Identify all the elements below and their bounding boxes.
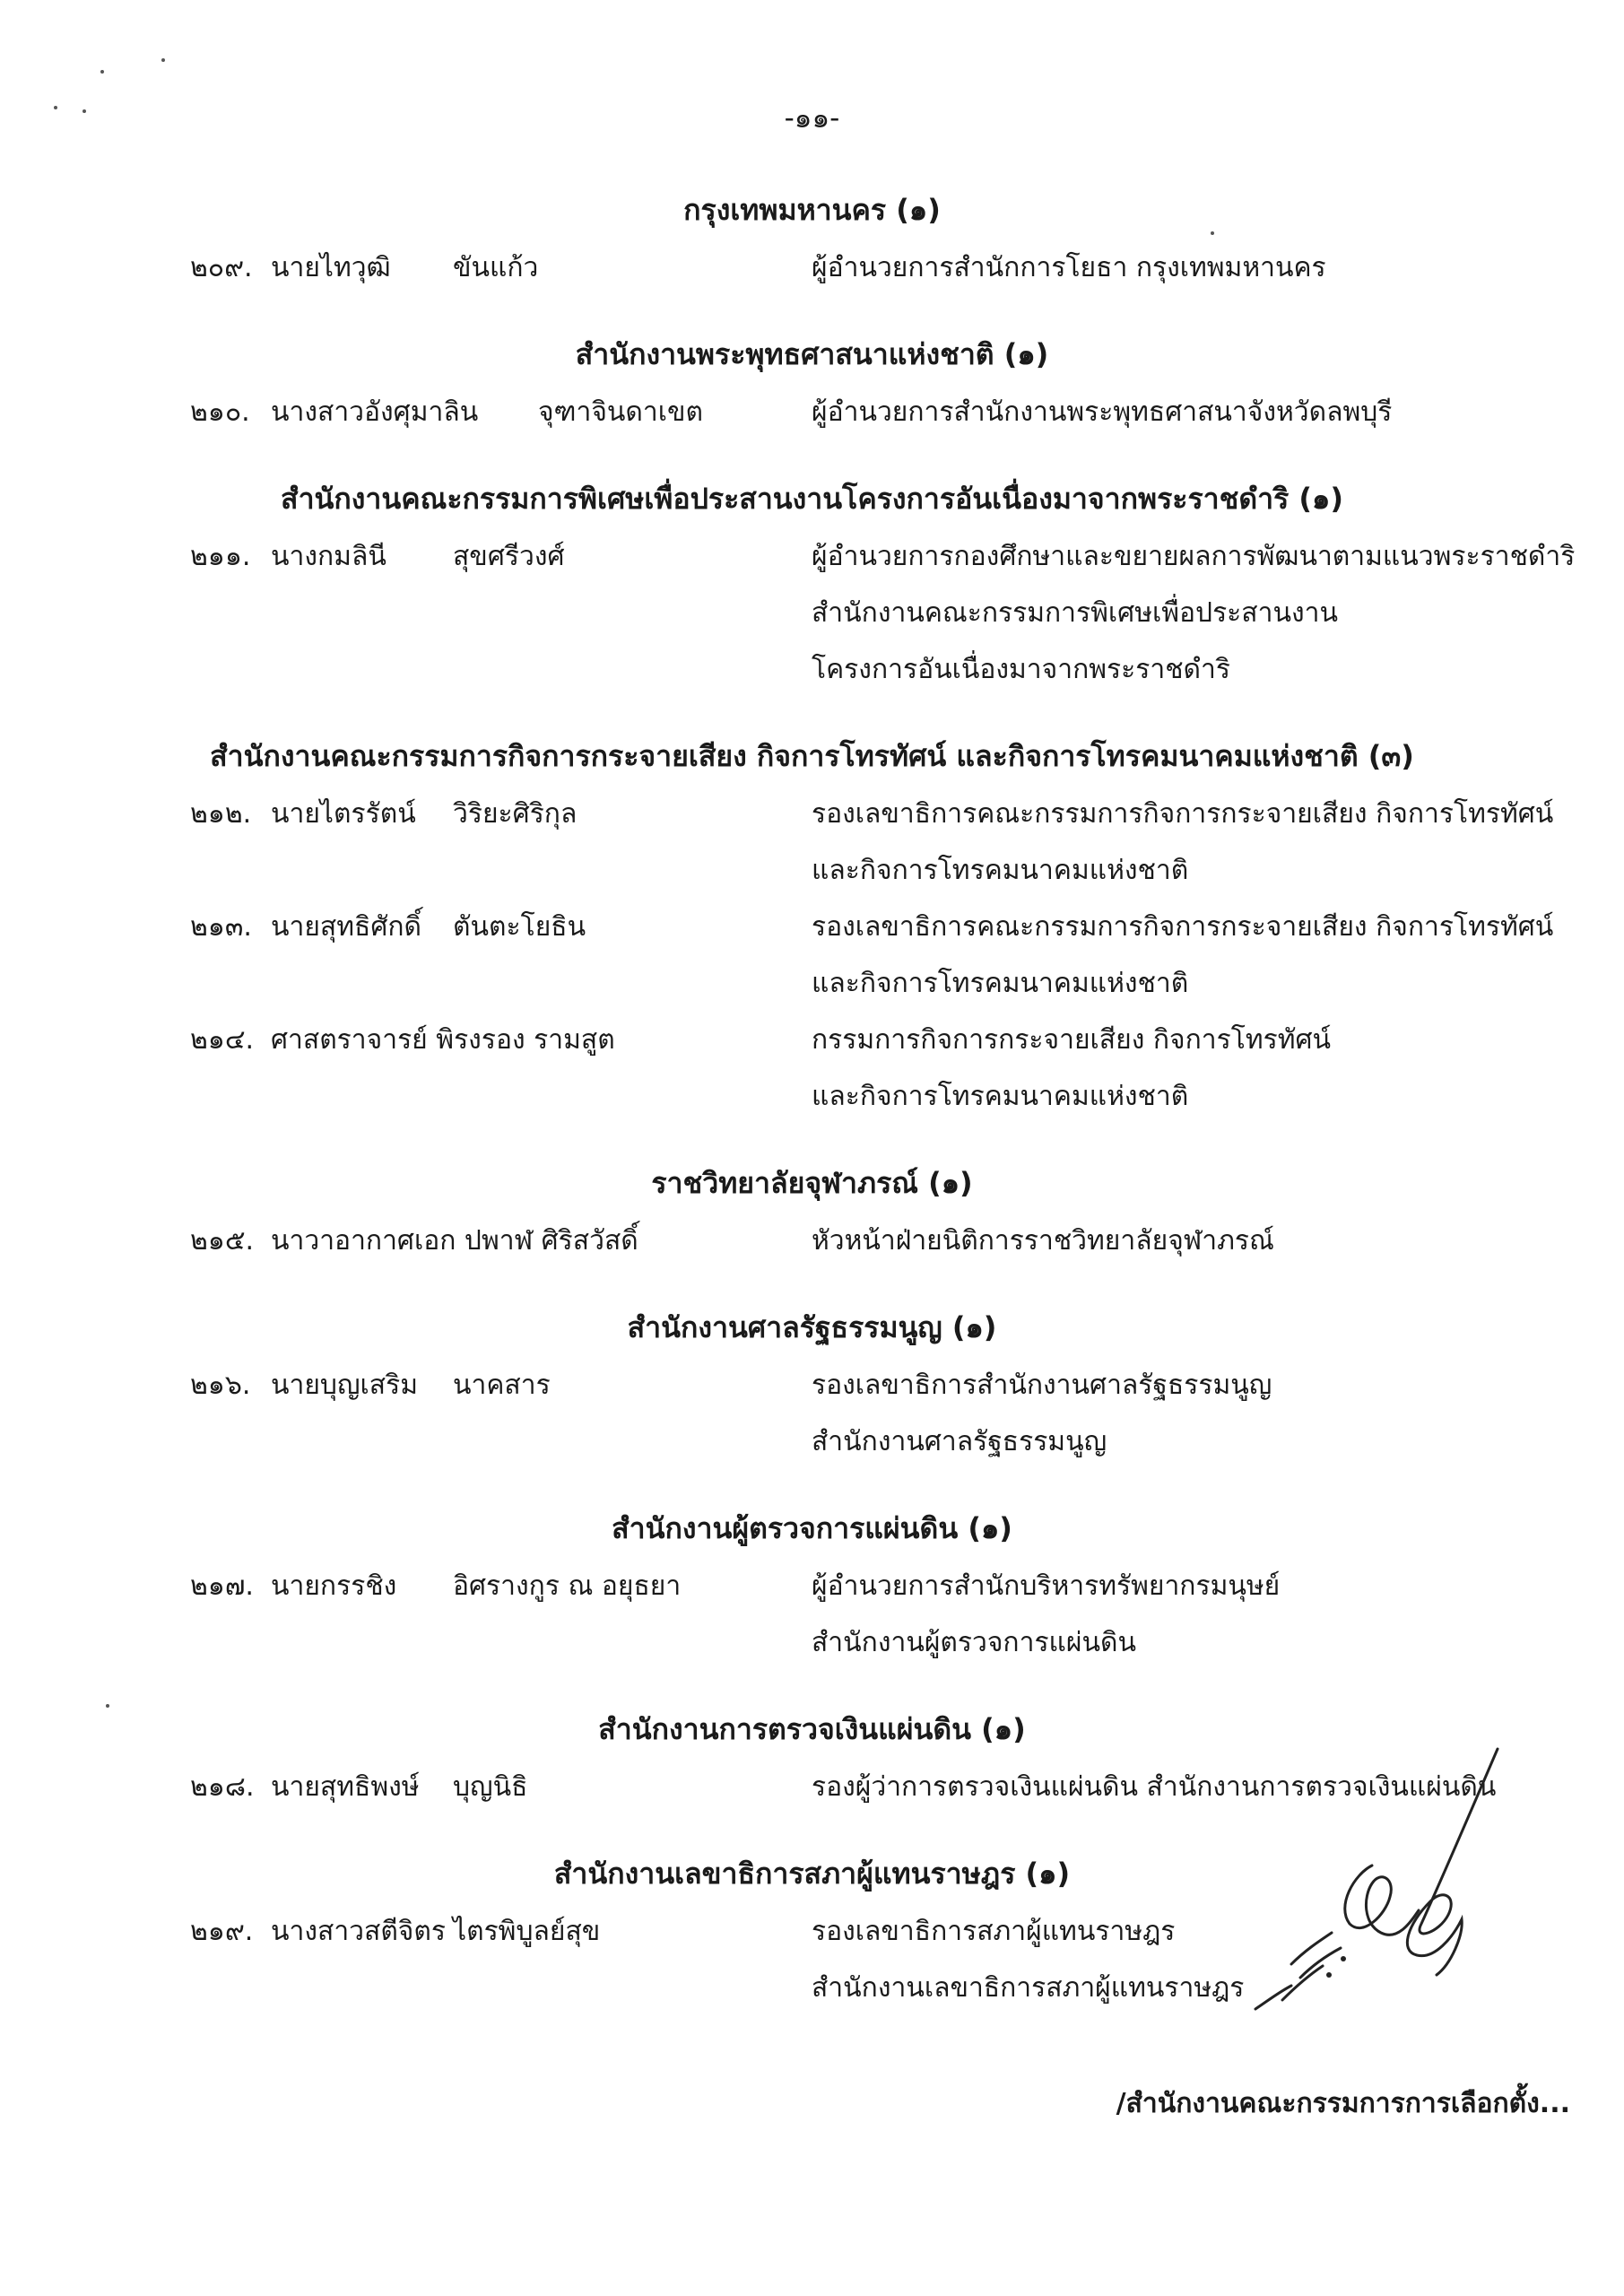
entry-given-name: นายสุทธิศักดิ์ bbox=[271, 911, 422, 943]
section-heading: ราชวิทยาลัยจุฬาภรณ์ (๑) bbox=[651, 1166, 973, 1200]
entry-position: หัวหน้าฝ่ายนิติการราชวิทยาลัยจุฬาภรณ์ bbox=[812, 1225, 1274, 1257]
scan-speck bbox=[1211, 231, 1214, 235]
entry-position: ผู้อำนวยการสำนักบริหารทรัพยากรมนุษย์ bbox=[812, 1570, 1281, 1602]
entry-position: ผู้อำนวยการสำนักการโยธา กรุงเทพมหานคร bbox=[812, 252, 1326, 283]
entry-given-name: นายบุญเสริม bbox=[271, 1370, 418, 1401]
section-constitutional-court bbox=[0, 1301, 1624, 1470]
section-buddhism-office bbox=[0, 328, 1624, 440]
entry-position: กรรมการกิจการกระจายเสียง กิจการโทรทัศน์ bbox=[812, 1024, 1332, 1056]
entry-number: ๒๑๙. bbox=[190, 1916, 254, 1947]
entry-position: และกิจการโทรคมนาคมแห่งชาติ bbox=[812, 1081, 1189, 1112]
entry-position: รองเลขาธิการสภาผู้แทนราษฎร bbox=[812, 1916, 1176, 1947]
entry-surname: สุขศรีวงศ์ bbox=[453, 541, 565, 572]
entry-surname: วิริยะศิริกุล bbox=[453, 798, 578, 830]
continuation-note: /สำนักงานคณะกรรมการการเลือกตั้ง... bbox=[1116, 2088, 1570, 2119]
section-heading: สำนักงานพระพุทธศาสนาแห่งชาติ (๑) bbox=[575, 337, 1049, 371]
section-heading: กรุงเทพมหานคร (๑) bbox=[683, 193, 941, 227]
entry-position: รองเลขาธิการคณะกรรมการกิจการกระจายเสียง กิจการโทรทัศน์ bbox=[812, 798, 1554, 830]
section-heading: สำนักงานคณะกรรมการกิจการกระจายเสียง กิจการโทรทัศน์ และกิจการโทรคมนาคมแห่งชาติ (๓) bbox=[210, 739, 1414, 773]
entry-number: ๒๑๘. bbox=[190, 1771, 255, 1803]
section-royal-projects bbox=[0, 473, 1624, 698]
entry-given-name: นางกมลินี bbox=[271, 541, 386, 572]
entry-number: ๒๑๗. bbox=[190, 1570, 254, 1602]
scan-speck bbox=[106, 1704, 109, 1708]
page-number: -๑๑- bbox=[784, 102, 840, 135]
entry-position: ผู้อำนวยการสำนักงานพระพุทธศาสนาจังหวัดลพบุรี bbox=[812, 396, 1393, 428]
list-item bbox=[0, 528, 1624, 698]
list-item bbox=[0, 899, 1624, 1012]
entry-position: สำนักงานคณะกรรมการพิเศษเพื่อประสานงาน bbox=[812, 597, 1338, 629]
section-ombudsman bbox=[0, 1502, 1624, 1671]
entry-position: รองเลขาธิการคณะกรรมการกิจการกระจายเสียง กิจการโทรทัศน์ bbox=[812, 911, 1554, 943]
entry-number: ๒๑๒. bbox=[190, 798, 252, 830]
entry-surname: ขันแก้ว bbox=[453, 252, 539, 283]
entry-given-name: นางสาวอังศุมาลิน bbox=[271, 396, 479, 428]
list-item bbox=[0, 239, 1624, 296]
entry-position: สำนักงานศาลรัฐธรรมนูญ bbox=[812, 1426, 1107, 1457]
entry-given-name: นาวาอากาศเอก ปพาฬ ศิริสวัสดิ์ bbox=[271, 1225, 638, 1257]
entry-given-name: นายไทวุฒิ bbox=[271, 252, 391, 283]
section-heading: สำนักงานการตรวจเงินแผ่นดิน (๑) bbox=[598, 1712, 1026, 1746]
entry-number: ๒๑๓. bbox=[190, 911, 252, 943]
list-item bbox=[0, 1558, 1624, 1671]
list-item bbox=[0, 1012, 1624, 1125]
section-heading: สำนักงานคณะกรรมการพิเศษเพื่อประสานงานโครงการอันเนื่องมาจากพระราชดำริ (๑) bbox=[281, 482, 1343, 516]
scan-speck bbox=[161, 58, 165, 62]
list-item bbox=[0, 1357, 1624, 1470]
entry-surname: ตันตะโยธิน bbox=[453, 911, 586, 943]
entry-surname: นาคสาร bbox=[453, 1370, 551, 1401]
entry-number: ๒๑๑. bbox=[190, 541, 251, 572]
entry-given-name: นางสาวสตีจิตร bbox=[271, 1916, 446, 1947]
section-chulabhorn-college bbox=[0, 1157, 1624, 1269]
signature-mark bbox=[1229, 1740, 1524, 2036]
entry-number: ๒๑๔. bbox=[190, 1024, 255, 1056]
section-heading: สำนักงานผู้ตรวจการแผ่นดิน (๑) bbox=[612, 1511, 1012, 1545]
entry-position: และกิจการโทรคมนาคมแห่งชาติ bbox=[812, 968, 1189, 999]
list-item bbox=[0, 384, 1624, 440]
entry-position: สำนักงานผู้ตรวจการแผ่นดิน bbox=[812, 1627, 1136, 1658]
list-item bbox=[0, 786, 1624, 899]
entry-surname: จุฑาจินดาเขต bbox=[538, 396, 703, 428]
scan-speck bbox=[54, 106, 57, 109]
entry-position: รองเลขาธิการสำนักงานศาลรัฐธรรมนูญ bbox=[812, 1370, 1272, 1401]
entry-position: ผู้อำนวยการกองศึกษาและขยายผลการพัฒนาตามแนวพระราชดำริ bbox=[812, 541, 1576, 572]
entry-surname: บุญนิธิ bbox=[453, 1771, 528, 1803]
entry-position: สำนักงานเลขาธิการสภาผู้แทนราษฎร bbox=[812, 1972, 1245, 2004]
entry-number: ๒๑๖. bbox=[190, 1370, 251, 1401]
entry-given-name: ศาสตราจารย์ พิรงรอง รามสูต bbox=[271, 1024, 615, 1056]
list-item bbox=[0, 1213, 1624, 1269]
section-bangkok bbox=[0, 184, 1624, 296]
entry-position: และกิจการโทรคมนาคมแห่งชาติ bbox=[812, 855, 1189, 886]
entry-number: ๒๑๐. bbox=[190, 396, 250, 428]
entry-given-name: นายกรรชิง bbox=[271, 1570, 397, 1602]
entry-surname: อิศรางกูร ณ อยุธยา bbox=[453, 1570, 682, 1602]
entry-number: ๒๑๕. bbox=[190, 1225, 255, 1257]
entry-surname: ไตรพิบูลย์สุข bbox=[453, 1916, 601, 1947]
section-heading: สำนักงานศาลรัฐธรรมนูญ (๑) bbox=[627, 1310, 997, 1344]
entry-given-name: นายไตรรัตน์ bbox=[271, 798, 416, 830]
entry-given-name: นายสุทธิพงษ์ bbox=[271, 1771, 420, 1803]
section-nbtc bbox=[0, 730, 1624, 1125]
scan-speck bbox=[100, 70, 104, 74]
section-heading: สำนักงานเลขาธิการสภาผู้แทนราษฎร (๑) bbox=[553, 1857, 1071, 1891]
entry-position: รองผู้ว่าการตรวจเงินแผ่นดิน สำนักงานการตรวจเงินแผ่นดิน bbox=[812, 1771, 1497, 1803]
entry-position: โครงการอันเนื่องมาจากพระราชดำริ bbox=[812, 654, 1230, 685]
scan-speck bbox=[83, 109, 86, 113]
entry-number: ๒๐๙. bbox=[190, 252, 253, 283]
